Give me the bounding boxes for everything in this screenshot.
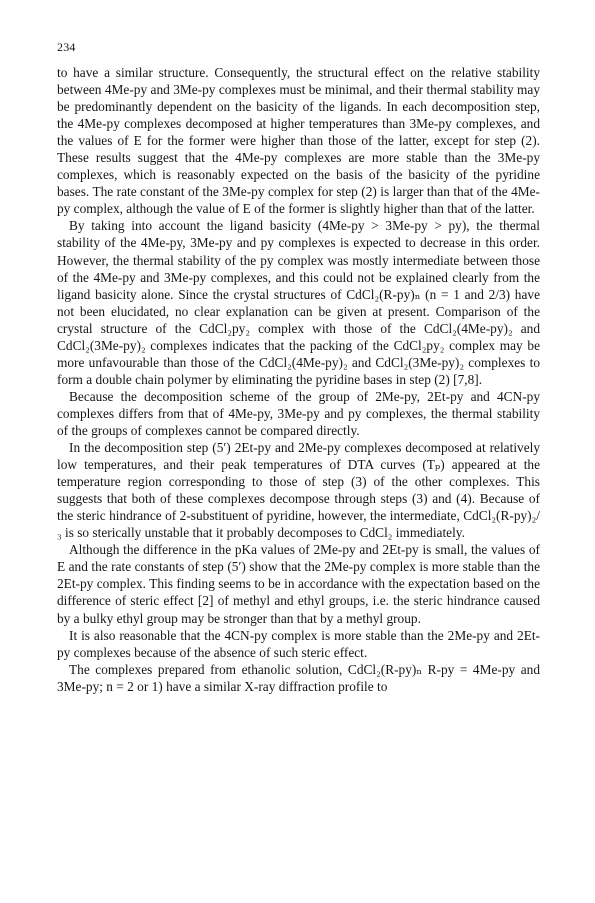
paragraph-4: In the decomposition step (5′) 2Et-py and 2Me-py complexes decomposed at relatively low temperatures, and their peak temperatures of DTA curves (Tₚ) appeared at the temperature region corresponding to those of step (3) of the other complexes. This suggests that both of these complexes decompose through steps (3) and (4). Because of the steric hindrance of 2-substituent of pyridine, however, the intermediate, CdCl₂(R-py)₂/₃ is so sterically unstable that it probably decomposes to CdCl₂ immediately. (57, 440, 540, 541)
paragraph-2: By taking into account the ligand basicity (4Me-py > 3Me-py > py), the thermal stability of the 4Me-py, 3Me-py and py complexes is expected to decrease in this order. However, the thermal stability of the py complex was mostly intermediate between those of the 4Me-py and 3Me-py complexes, and this could not be explained clearly from the ligand basicity alone. Since the crystal structures of CdCl₂(R-py)ₙ (n = 1 and 2/3) have not been elucidated, no clear explanation can be given at present. Comparison of the crystal structure of the CdCl₂py₂ complex with those of the CdCl₂(4Me-py)₂ and CdCl₂(3Me-py)₂ complexes indicates that the packing of the CdCl₂py₂ complex may be more unfavourable than those of the CdCl₂(4Me-py)₂ and CdCl₂(3Me-py)₂ complexes to form a double chain polymer by eliminating the pyridine bases in step (2) [7,8]. (57, 218, 540, 387)
paragraph-6: It is also reasonable that the 4CN-py complex is more stable than the 2Me-py and 2Et-py complexes because of the absence of such steric effect. (57, 627, 540, 660)
article-body (57, 64, 540, 695)
page-number: 234 (57, 40, 76, 54)
paragraph-5: Although the difference in the pKa values of 2Me-py and 2Et-py is small, the values of E and the rate constants of step (5′) show that the 2Me-py complex is more stable than the 2Et-py complex. This finding seems to be in accordance with the expectation based on the difference of steric effect [2] of methyl and ethyl groups, i.e. the steric hindrance caused by a bulky ethyl group may be stronger than that by a methyl group. (57, 542, 540, 626)
paragraph-3: Because the decomposition scheme of the group of 2Me-py, 2Et-py and 4CN-py complexes differs from that of 4Me-py, 3Me-py and py complexes, the thermal stability of the groups of complexes cannot be compared directly. (57, 388, 540, 438)
paragraph-1: to have a similar structure. Consequently, the structural effect on the relative stability between 4Me-py and 3Me-py complexes must be minimal, and their thermal stability may be predominantly dependent on the basicity of the ligands. In each decomposition step, the 4Me-py complexes decomposed at higher temperatures than 3Me-py complexes, and the values of E for the former were higher than those of the latter, except for step (2). These results suggest that the 4Me-py complexes are more stable than the 3Me-py complexes, which is reasonably expected on the basis of the basicity of the pyridine bases. The rate constant of the 3Me-py complex for step (2) is larger than that of the 4Me-py complex, although the value of E of the former is slightly higher than that of the latter. (57, 65, 540, 217)
paragraph-7: The complexes prepared from ethanolic solution, CdCl₂(R-py)ₙ R-py = 4Me-py and 3Me-py; n = 2 or 1) have a similar X-ray diffraction profile to (57, 661, 540, 694)
